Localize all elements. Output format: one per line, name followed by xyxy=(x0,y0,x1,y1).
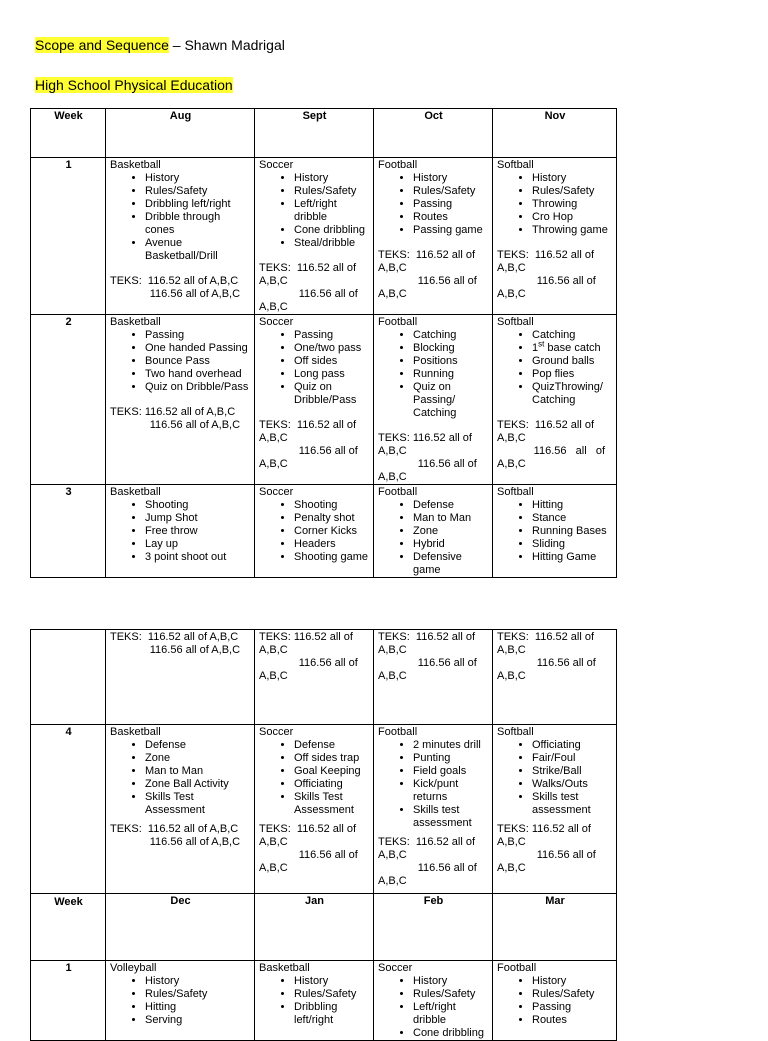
skill-item: • Field goals xyxy=(413,765,489,778)
skill-item: • Skills test assessment xyxy=(532,791,613,817)
skill-item: • Goal Keeping xyxy=(294,765,370,778)
skill-item: • History xyxy=(413,172,489,185)
skill-item: • Hybrid xyxy=(413,538,489,551)
sport-name: Soccer xyxy=(259,486,294,498)
skill-item: • Dribble through cones xyxy=(145,211,251,237)
sport-name: Softball xyxy=(497,159,534,171)
week-row xyxy=(31,485,617,578)
activity-cell xyxy=(106,630,255,725)
skill-item: • Throwing xyxy=(532,198,613,211)
sport-name: Football xyxy=(378,726,418,738)
activity-cell xyxy=(493,158,617,315)
skill-item: • 2 minutes drill xyxy=(413,739,489,752)
teks-standards: TEKS: 116.52 all of A,B,C 116.56 all of A,B,C xyxy=(259,823,358,874)
skill-item: • Hitting xyxy=(532,499,613,512)
skill-item: • Cro Hop xyxy=(532,211,613,224)
month-header: Jan xyxy=(255,894,374,961)
skill-item: • Passing xyxy=(532,1001,613,1014)
skill-item: • Passing xyxy=(413,198,489,211)
skill-list xyxy=(497,975,613,1027)
skill-item: • Rules/Safety xyxy=(413,988,489,1001)
skill-item: • Blocking xyxy=(413,342,489,355)
skill-item: • Defense xyxy=(294,739,370,752)
skill-item: • Shooting game xyxy=(294,551,370,564)
teks-standards: TEKS: 116.52 all of A,B,C 116.56 all of A,B,C xyxy=(259,631,358,682)
skill-item: • Strike/Ball xyxy=(532,765,613,778)
course-title xyxy=(35,76,233,95)
activity-cell xyxy=(493,485,617,578)
skill-list xyxy=(378,172,489,237)
skill-item: • History xyxy=(532,172,613,185)
skill-item: • Hitting Game xyxy=(532,551,613,564)
teks-standards: TEKS: 116.52 all of A,B,C 116.56 all of A,B,C xyxy=(110,275,241,300)
skill-item: • Lay up xyxy=(145,538,251,551)
skill-item: • Ground balls xyxy=(532,355,613,368)
skill-item: • Shooting xyxy=(294,499,370,512)
sport-name: Football xyxy=(378,316,418,328)
skill-item: • Stance xyxy=(532,512,613,525)
skill-item: • History xyxy=(145,172,251,185)
skill-list xyxy=(259,329,370,407)
skill-item: • Dribbling left/right xyxy=(145,198,251,211)
teks-standards: TEKS: 116.52 all of A,B,C 116.56 all of A,B,C xyxy=(378,249,477,300)
skill-item: • Headers xyxy=(294,538,370,551)
activity-cell xyxy=(493,630,617,725)
month-header: Sept xyxy=(255,109,374,158)
skill-item: • Off sides xyxy=(294,355,370,368)
skill-list xyxy=(378,739,489,830)
scope-label: Scope and Sequence xyxy=(35,37,169,53)
month-header-row xyxy=(31,109,617,158)
skill-item: • Shooting xyxy=(145,499,251,512)
skill-list xyxy=(110,739,251,817)
teks-standards: TEKS: 116.52 all of A,B,C 116.56 all of A,B,C xyxy=(497,419,606,470)
week-header: Week xyxy=(31,894,106,961)
sport-name: Softball xyxy=(497,726,534,738)
skill-item: • Defense xyxy=(145,739,251,752)
sport-name: Basketball xyxy=(110,726,161,738)
skill-item: • Long pass xyxy=(294,368,370,381)
skill-item: • Routes xyxy=(413,211,489,224)
skill-item: • Two hand overhead xyxy=(145,368,251,381)
skill-item: • History xyxy=(413,975,489,988)
skill-list xyxy=(497,499,613,564)
skill-list xyxy=(259,975,370,1027)
sport-name: Soccer xyxy=(378,962,413,974)
teks-standards: TEKS: 116.52 all of A,B,C 116.56 all of A,B,C xyxy=(110,823,241,848)
activity-cell xyxy=(106,315,255,485)
activity-cell xyxy=(255,158,374,315)
activity-cell xyxy=(374,315,493,485)
sport-name: Soccer xyxy=(259,159,294,171)
skill-item: • One/two pass xyxy=(294,342,370,355)
activity-cell xyxy=(255,725,374,894)
skill-item: • 3 point shoot out xyxy=(145,551,251,564)
skill-item: • Man to Man xyxy=(145,765,251,778)
sport-name: Football xyxy=(497,962,537,974)
activity-cell xyxy=(493,725,617,894)
skill-item: • Officiating xyxy=(294,778,370,791)
week-number: 1 xyxy=(31,961,106,1041)
course-label: High School Physical Education xyxy=(35,77,233,93)
skill-item: • Routes xyxy=(532,1014,613,1027)
week-row xyxy=(31,961,617,1041)
teks-standards: TEKS: 116.52 all of A,B,C 116.56 all of A,B,C xyxy=(110,406,241,431)
skill-item: • Quiz on Dribble/Pass xyxy=(145,381,251,394)
skill-item: • Zone Ball Activity xyxy=(145,778,251,791)
teks-standards: TEKS: 116.52 all of A,B,C 116.56 all of A,B,C xyxy=(497,249,596,300)
activity-cell xyxy=(255,485,374,578)
skill-item: • Left/right dribble xyxy=(294,198,370,224)
activity-cell xyxy=(493,961,617,1041)
activity-cell xyxy=(255,630,374,725)
month-header: Nov xyxy=(493,109,617,158)
skill-item: • Serving xyxy=(145,1014,251,1027)
skill-list xyxy=(378,499,489,577)
skill-item: • Cone dribbling xyxy=(413,1027,489,1040)
sport-name: Basketball xyxy=(110,159,161,171)
month-header: Oct xyxy=(374,109,493,158)
skill-item: • Avenue Basketball/Drill xyxy=(145,237,251,263)
week-number-empty xyxy=(31,630,106,725)
week-row xyxy=(31,315,617,485)
skill-item: • Jump Shot xyxy=(145,512,251,525)
skill-item: • Defensive game xyxy=(413,551,489,577)
skill-item: • Zone xyxy=(145,752,251,765)
skill-item: • Officiating xyxy=(532,739,613,752)
skill-item: • Steal/dribble xyxy=(294,237,370,250)
month-header-row xyxy=(31,894,617,961)
skill-item: • History xyxy=(294,172,370,185)
activity-cell xyxy=(374,158,493,315)
skill-list xyxy=(259,172,370,250)
skill-item: • Kick/punt returns xyxy=(413,778,489,804)
skill-list xyxy=(497,172,613,237)
month-header: Dec xyxy=(106,894,255,961)
teks-standards: TEKS: 116.52 all of A,B,C 116.56 all of A,B,C xyxy=(259,419,358,470)
sport-name: Soccer xyxy=(259,316,294,328)
skill-item: • Man to Man xyxy=(413,512,489,525)
skill-item: • Skills Test Assessment xyxy=(294,791,370,817)
skill-item: • Free throw xyxy=(145,525,251,538)
sport-name: Football xyxy=(378,159,418,171)
skill-item: • Penalty shot xyxy=(294,512,370,525)
skill-list xyxy=(110,975,251,1027)
skill-item: • Quiz on Passing/ Catching xyxy=(413,381,489,420)
skill-item: • Sliding xyxy=(532,538,613,551)
activity-cell xyxy=(106,961,255,1041)
schedule-table-fall xyxy=(30,108,617,578)
week-number: 1 xyxy=(31,158,106,315)
skill-list xyxy=(378,329,489,420)
skill-list xyxy=(110,329,251,394)
skill-item: • Catching xyxy=(413,329,489,342)
teks-continued-row xyxy=(31,630,617,725)
skill-item: • Off sides trap xyxy=(294,752,370,765)
skill-item: • Rules/Safety xyxy=(294,988,370,1001)
sport-name: Softball xyxy=(497,316,534,328)
skill-item: • History xyxy=(532,975,613,988)
skill-item: • One handed Passing xyxy=(145,342,251,355)
activity-cell xyxy=(106,158,255,315)
author-name: – Shawn Madrigal xyxy=(168,37,285,53)
skill-item: • Cone dribbling xyxy=(294,224,370,237)
skill-item: • Passing xyxy=(145,329,251,342)
teks-standards: TEKS: 116.52 all of A,B,C 116.56 all of A,B,C xyxy=(259,262,358,313)
skill-item: • Hitting xyxy=(145,1001,251,1014)
skill-list xyxy=(497,739,613,817)
teks-standards: TEKS: 116.52 all of A,B,C 116.56 all of A,B,C xyxy=(378,836,477,887)
skill-item: • Pop flies xyxy=(532,368,613,381)
activity-cell xyxy=(106,725,255,894)
week-number: 4 xyxy=(31,725,106,894)
skill-item: • Rules/Safety xyxy=(145,185,251,198)
teks-standards: TEKS: 116.52 all of A,B,C 116.56 all of A,B,C xyxy=(497,823,596,874)
teks-standards: TEKS: 116.52 all of A,B,C 116.56 all of A,B,C xyxy=(378,432,477,483)
week-row xyxy=(31,725,617,894)
week-number: 3 xyxy=(31,485,106,578)
teks-standards: TEKS: 116.52 all of A,B,C 116.56 all of A,B,C xyxy=(110,631,241,656)
sport-name: Soccer xyxy=(259,726,294,738)
activity-cell xyxy=(106,485,255,578)
skill-item: • Running Bases xyxy=(532,525,613,538)
activity-cell xyxy=(255,315,374,485)
skill-item: • 1st base catch xyxy=(532,342,613,355)
sport-name: Basketball xyxy=(259,962,310,974)
skill-item: • Punting xyxy=(413,752,489,765)
skill-item: • Positions xyxy=(413,355,489,368)
skill-item: • Defense xyxy=(413,499,489,512)
skill-item: • QuizThrowing/ Catching xyxy=(532,381,613,407)
sport-name: Basketball xyxy=(110,316,161,328)
activity-cell xyxy=(493,315,617,485)
month-header: Feb xyxy=(374,894,493,961)
skill-item: • Skills Test Assessment xyxy=(145,791,251,817)
skill-item: • Rules/Safety xyxy=(294,185,370,198)
schedule-table-continued xyxy=(30,629,617,1041)
skill-item: • Fair/Foul xyxy=(532,752,613,765)
skill-item: • Dribbling left/right xyxy=(294,1001,370,1027)
skill-item: • Left/right dribble xyxy=(413,1001,489,1027)
month-header: Aug xyxy=(106,109,255,158)
document-title xyxy=(35,36,285,55)
week-number: 2 xyxy=(31,315,106,485)
skill-item: • Skills test assessment xyxy=(413,804,489,830)
activity-cell xyxy=(374,961,493,1041)
skill-item: • Walks/Outs xyxy=(532,778,613,791)
week-row xyxy=(31,158,617,315)
sport-name: Softball xyxy=(497,486,534,498)
skill-item: • Bounce Pass xyxy=(145,355,251,368)
teks-standards: TEKS: 116.52 all of A,B,C 116.56 all of A,B,C xyxy=(378,631,477,682)
skill-item: • Throwing game xyxy=(532,224,613,237)
activity-cell xyxy=(255,961,374,1041)
skill-item: • Passing game xyxy=(413,224,489,237)
activity-cell xyxy=(374,485,493,578)
skill-item: • History xyxy=(145,975,251,988)
skill-item: • Running xyxy=(413,368,489,381)
skill-item: • Rules/Safety xyxy=(413,185,489,198)
skill-item: • Passing xyxy=(294,329,370,342)
skill-item: • Corner Kicks xyxy=(294,525,370,538)
skill-item: • Rules/Safety xyxy=(532,988,613,1001)
skill-list xyxy=(110,172,251,263)
skill-item: • Rules/Safety xyxy=(532,185,613,198)
skill-item: • Zone xyxy=(413,525,489,538)
skill-list xyxy=(259,499,370,564)
activity-cell xyxy=(374,630,493,725)
skill-list xyxy=(259,739,370,817)
skill-item: • Quiz on Dribble/Pass xyxy=(294,381,370,407)
skill-item: • Rules/Safety xyxy=(145,988,251,1001)
teks-standards: TEKS: 116.52 all of A,B,C 116.56 all of A,B,C xyxy=(497,631,596,682)
month-header: Mar xyxy=(493,894,617,961)
sport-name: Basketball xyxy=(110,486,161,498)
skill-list xyxy=(497,329,613,407)
skill-item: • Catching xyxy=(532,329,613,342)
week-header: Week xyxy=(31,109,106,158)
sport-name: Volleyball xyxy=(110,962,157,974)
sport-name: Football xyxy=(378,486,418,498)
skill-list xyxy=(378,975,489,1040)
activity-cell xyxy=(374,725,493,894)
skill-item: • History xyxy=(294,975,370,988)
skill-list xyxy=(110,499,251,564)
